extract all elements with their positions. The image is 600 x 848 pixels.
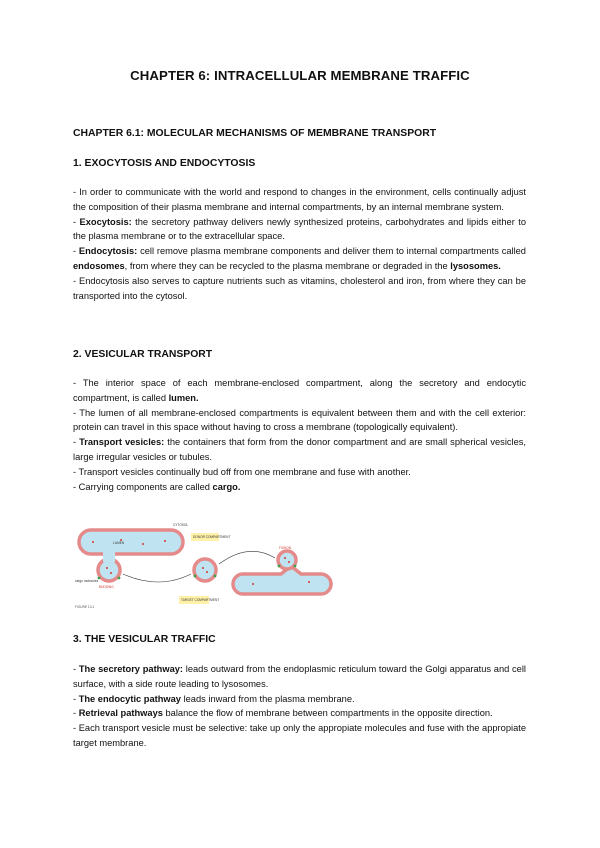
term-retrieval-pathways: Retrieval pathways — [78, 708, 163, 719]
chapter-title: CHAPTER 6: INTRACELLULAR MEMBRANE TRAFFIC — [130, 68, 470, 83]
label-cargo: cargo molecules — [75, 579, 99, 583]
s1-paragraph-3: - Endocytosis: cell remove plasma membrane components and deliver them to internal compartments called endosomes, from where they can be recycled to the plasma membrane or degraded in the lysosomes. — [73, 246, 526, 271]
vesicular-transport-figure — [73, 518, 335, 610]
label-budding: BUDDING — [99, 585, 114, 589]
section-3-heading: 3. THE VESICULAR TRAFFIC — [73, 634, 216, 645]
donor-compartment-shape — [79, 530, 183, 554]
s2-paragraph-1: - The interior space of each membrane-enclosed compartment, along the secretory and endocytic compartment, is called lumen. — [73, 378, 526, 403]
label-target: TARGET COMPARTMENT — [181, 598, 220, 602]
arrow-budding — [123, 574, 191, 582]
section-1-body — [73, 185, 526, 303]
term-endocytic-pathway: The endocytic pathway — [78, 693, 181, 704]
section-3-body — [73, 662, 526, 751]
vesicle-diagram — [73, 518, 335, 610]
s1-paragraph-1: - In order to communicate with the world and respond to changes in the environment, cells continually adjust the composition of their plasma membrane and internal compartments, by an internal membrane system. — [73, 187, 526, 212]
label-donor: DONOR COMPARTMENT — [193, 535, 231, 539]
term-endocytosis: Endocytosis: — [78, 246, 138, 257]
s1-paragraph-2: - Exocytosis: the secretory pathway delivers newly synthesized proteins, carbohydrates and lipids either to the plasma membrane or to the extracellular space. — [73, 216, 526, 242]
s2-paragraph-2: - The lumen of all membrane-enclosed compartments is equivalent between them and with the cell exterior: protein can travel in this space without having to cross a membrane (topologically equivalent). — [73, 407, 526, 433]
section-2-body — [73, 376, 526, 494]
arrow-fusion — [219, 551, 275, 564]
s3-paragraph-1: - The secretory pathway: leads outward from the endoplasmic reticulum toward the Golgi apparatus and cell surface, with a side route leading to lysosomes. — [73, 664, 526, 689]
section-2-heading: 2. VESICULAR TRANSPORT — [73, 349, 213, 360]
term-lysosomes: lysosomes. — [450, 260, 501, 271]
s3-paragraph-2: - The endocytic pathway leads inward from the plasma membrane. — [73, 693, 355, 704]
term-cargo: cargo. — [212, 481, 241, 492]
term-endosomes: endosomes — [73, 260, 125, 271]
s3-paragraph-4: - Each transport vesicle must be selective: take up only the appropiate molecules and fuse with the appropiate target membrane. — [73, 723, 526, 748]
label-cytosol: CYTOSOL — [173, 523, 189, 527]
fusing-vesicle-shape — [278, 551, 296, 569]
label-fusion: FUSION — [279, 546, 292, 550]
s2-paragraph-4: - Transport vesicles continually bud off from one membrane and fuse with another. — [73, 466, 411, 477]
target-compartment-shape — [233, 566, 331, 594]
term-transport-vesicles: Transport vesicles: — [79, 437, 165, 448]
s1-paragraph-4: - Endocytosis also serves to capture nutrients such as vitamins, cholesterol and iron, from where they can be transported into the cytosol. — [73, 275, 526, 301]
label-lumen: LUMEN — [113, 541, 125, 545]
term-exocytosis: Exocytosis: — [79, 216, 132, 227]
budding-vesicle-shape — [98, 559, 120, 581]
term-secretory-pathway: The secretory pathway: — [78, 664, 184, 674]
section-1-heading: 1. EXOCYTOSIS AND ENDOCYTOSIS — [73, 158, 256, 169]
section-subtitle: CHAPTER 6.1: MOLECULAR MECHANISMS OF MEMBRANE TRANSPORT — [73, 128, 437, 139]
s2-paragraph-3: - Transport vesicles: the containers that form from the donor compartment and are small spherical vesicles, large irregular vesicles or tubules. — [73, 437, 527, 462]
bud-neck — [103, 552, 115, 562]
figure-caption: FIGURE 13-1 — [75, 605, 95, 609]
term-lumen: lumen. — [168, 392, 199, 403]
s2-paragraph-5: - Carrying components are called cargo. — [73, 481, 241, 492]
s3-paragraph-3: - Retrieval pathways balance the flow of membrane between compartments in the opposite direction. — [73, 708, 493, 719]
free-vesicle-shape — [194, 559, 216, 581]
